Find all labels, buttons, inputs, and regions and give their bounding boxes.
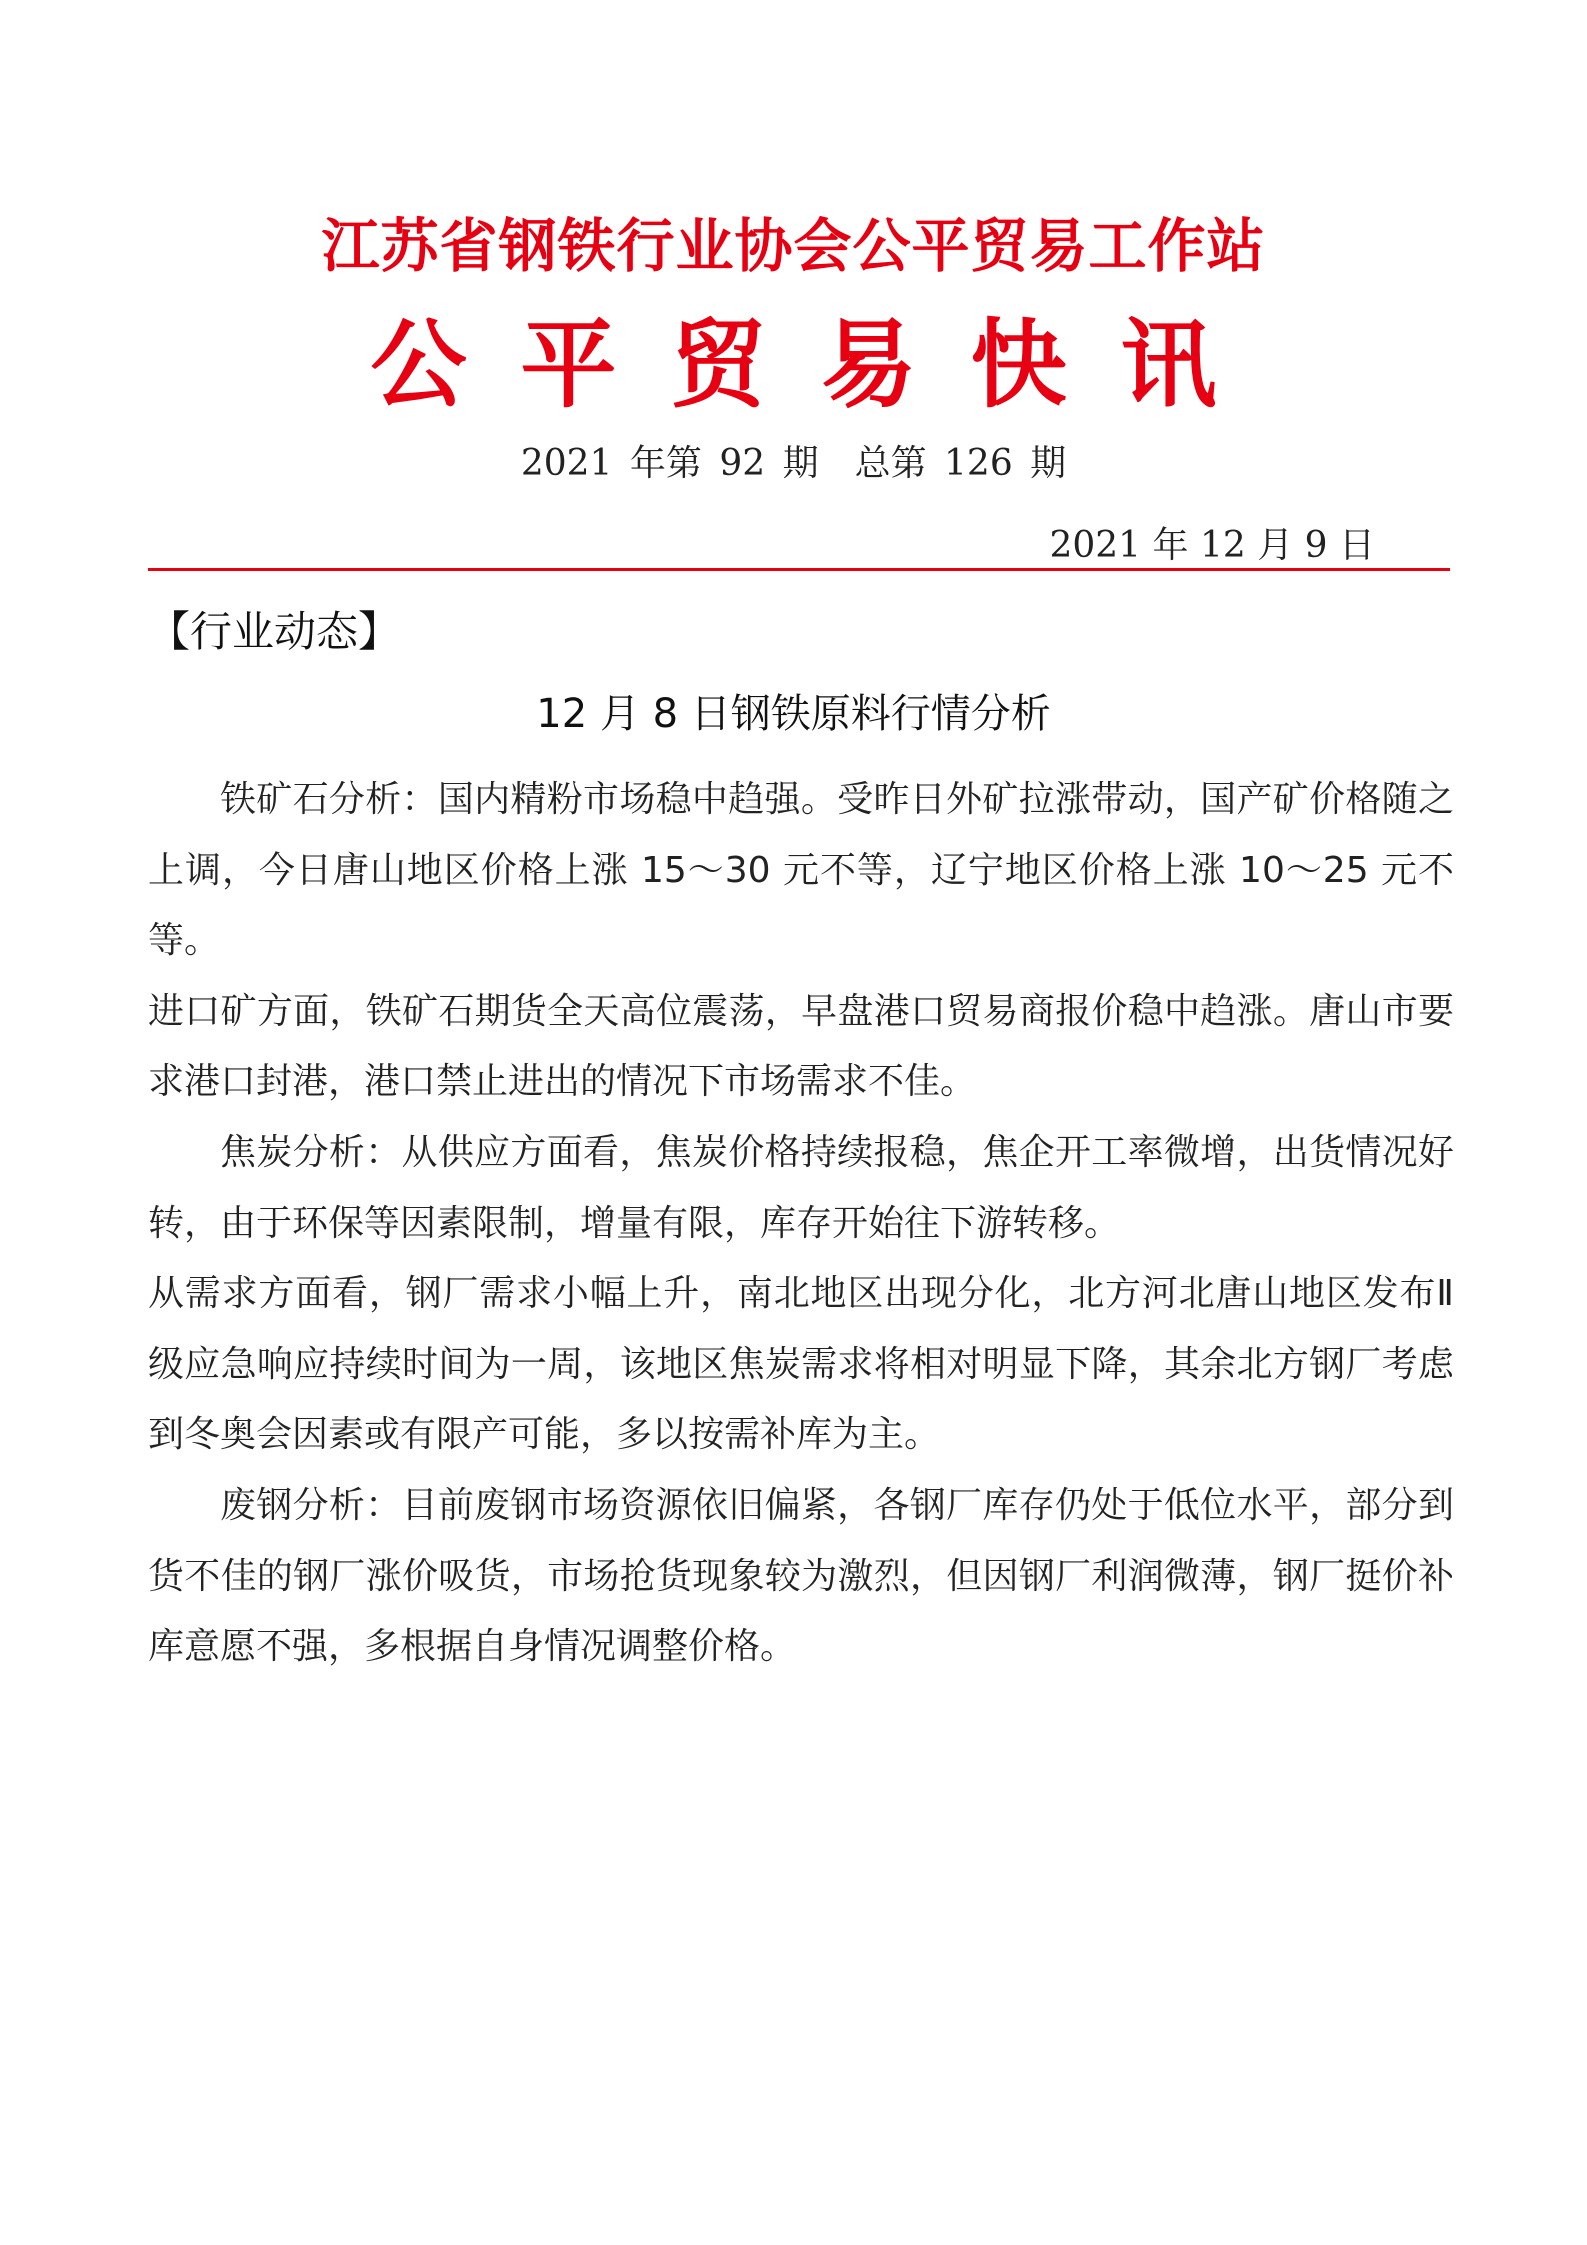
header-divider <box>148 568 1450 571</box>
article-body <box>148 765 1454 1683</box>
organization-title: 江苏省钢铁行业协会公平贸易工作站 <box>321 212 1266 280</box>
article-title: 12 月 8 日钢铁原料行情分析 <box>536 691 1051 737</box>
paragraph-iron-ore: 铁矿石分析：国内精粉市场稳中趋强。受昨日外矿拉涨带动，国产矿价格随之上调，今日唐山地区价格上涨 15～30 元不等，辽宁地区价格上涨 10～25 元不等。 <box>148 779 1454 962</box>
publish-date: 2021 年 12 月 9 日 <box>1049 525 1375 566</box>
issue-number: 2021 年第 92 期 总第 126 期 <box>520 443 1067 484</box>
paragraph-coke-demand: 从需求方面看，钢厂需求小幅上升，南北地区出现分化，北方河北唐山地区发布Ⅱ级应急响应持续时间为一周，该地区焦炭需求将相对明显下降，其余北方钢厂考虑到冬奥会因素或有限产可能，多以按需补库为主。 <box>148 1273 1454 1456</box>
section-tag: 【行业动态】 <box>148 607 401 656</box>
bulletin-title: 公平贸易快讯 <box>370 308 1271 421</box>
paragraph-imported-ore: 进口矿方面，铁矿石期货全天高位震荡，早盘港口贸易商报价稳中趋涨。唐山市要求港口封港，港口禁止进出的情况下市场需求不佳。 <box>148 990 1454 1103</box>
paragraph-scrap-steel: 废钢分析：目前废钢市场资源依旧偏紧，各钢厂库存仍处于低位水平，部分到货不佳的钢厂涨价吸货，市场抢货现象较为激烈，但因钢厂利润微薄，钢厂挺价补库意愿不强，多根据自身情况调整价格。 <box>148 1484 1454 1668</box>
paragraph-coke-supply: 焦炭分析：从供应方面看，焦炭价格持续报稳，焦企开工率微增，出货情况好转，由于环保等因素限制，增量有限，库存开始往下游转移。 <box>148 1131 1454 1244</box>
